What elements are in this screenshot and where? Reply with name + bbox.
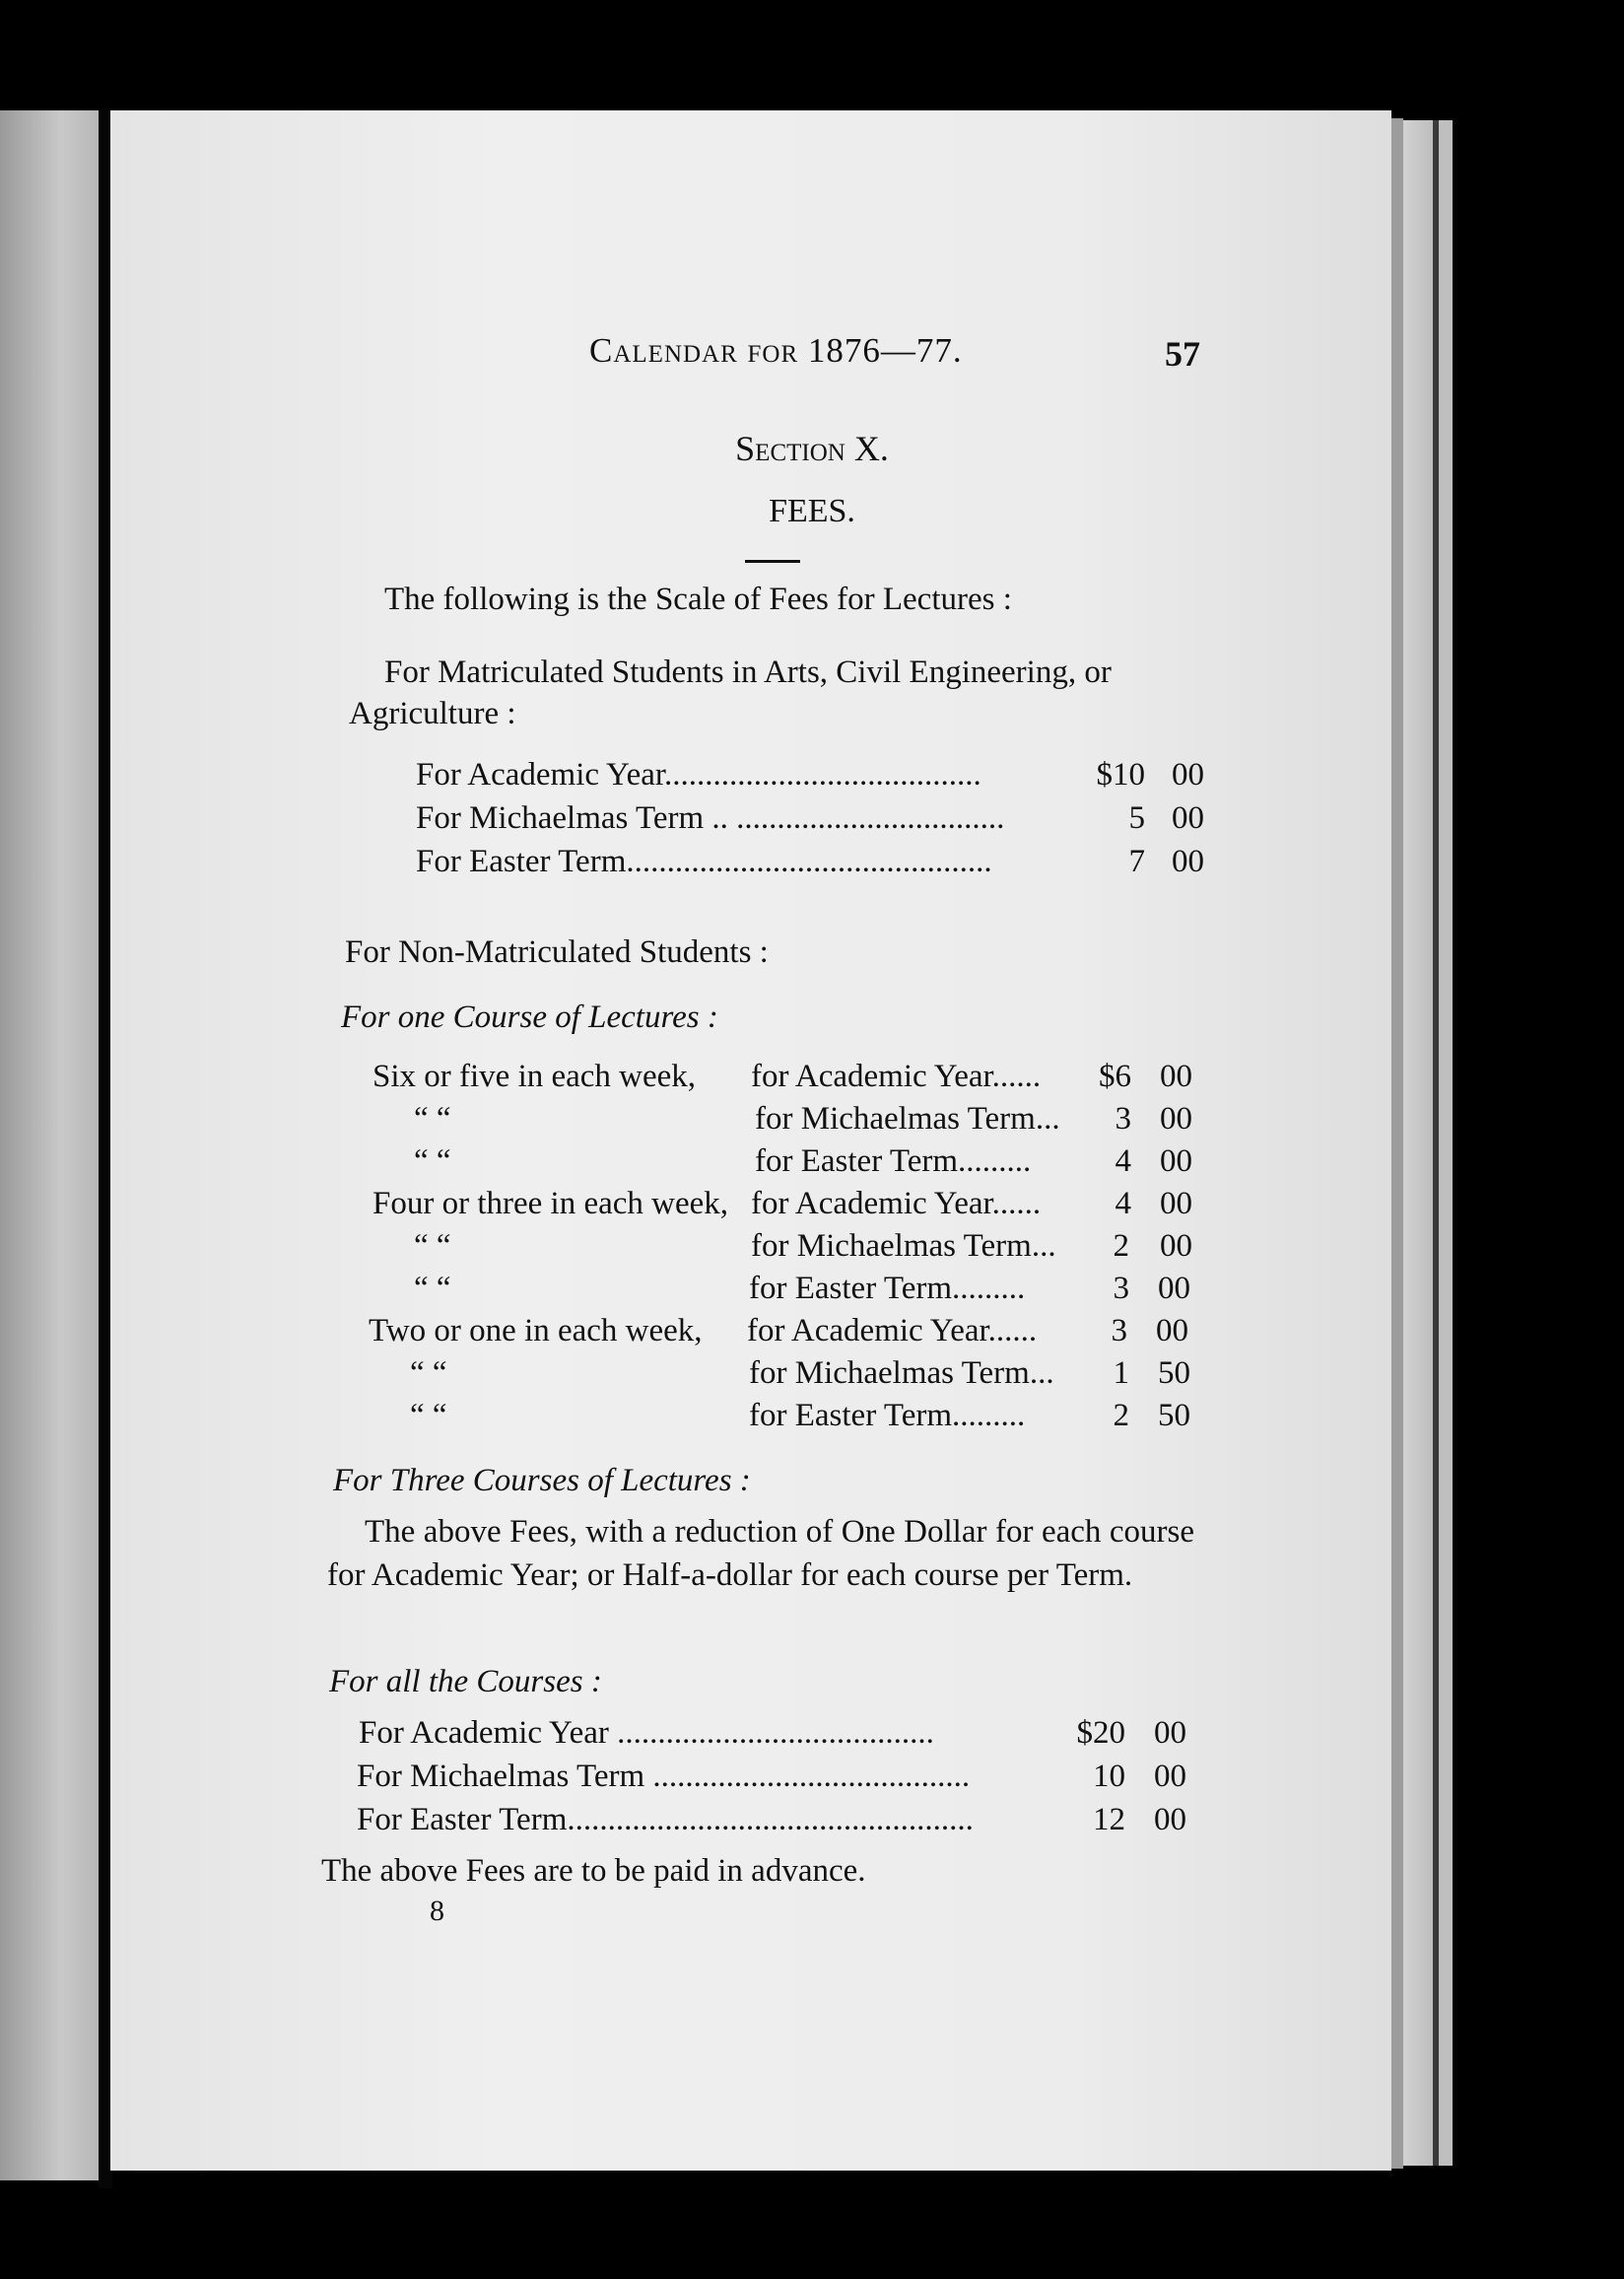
fee-cents: 00: [1160, 1186, 1192, 1221]
fee-cents: 50: [1158, 1398, 1190, 1433]
fee-dollars: $10: [1096, 757, 1145, 793]
fee-dollars: 4: [1115, 1143, 1131, 1179]
fee-dollars: 10: [1093, 1759, 1125, 1794]
intro-text: The following is the Scale of Fees for Lectures :: [384, 582, 1012, 617]
fee-term: for Easter Term.........: [749, 1271, 1026, 1306]
fee-cents: 50: [1158, 1355, 1190, 1391]
fee-dollars: 4: [1115, 1186, 1131, 1221]
fee-dollars: $20: [1076, 1715, 1125, 1751]
fee-term: for Academic Year......: [751, 1059, 1042, 1094]
page-edge: [1391, 118, 1403, 2169]
fee-dollars: 2: [1113, 1228, 1129, 1264]
fee-group: Four or three in each week,: [372, 1186, 729, 1221]
fee-term: for Michaelmas Term...: [755, 1101, 1060, 1137]
fee-cents: 00: [1172, 800, 1204, 836]
fee-group: Six or five in each week,: [372, 1059, 697, 1094]
fee-dollars: 3: [1113, 1271, 1129, 1306]
fee-label: For Academic Year .......................................: [359, 1715, 934, 1751]
fee-cents: 00: [1154, 1802, 1186, 1837]
fee-label: For Academic Year.......................................: [416, 757, 981, 793]
fee-group: “ “: [414, 1101, 451, 1137]
fee-cents: 00: [1160, 1143, 1192, 1179]
section-heading: Section X.: [735, 429, 889, 468]
facing-page-edge: [0, 110, 102, 2180]
running-header: Calendar for 1876—77.: [589, 331, 963, 370]
fee-cents: 00: [1160, 1101, 1192, 1137]
fee-group: “ “: [414, 1143, 451, 1179]
fee-cents: 00: [1172, 757, 1204, 793]
fee-cents: 00: [1154, 1715, 1186, 1751]
fee-dollars: 3: [1115, 1101, 1131, 1137]
signature-mark: 8: [430, 1895, 444, 1927]
fee-group: “ “: [410, 1398, 447, 1433]
fee-dollars: 2: [1113, 1398, 1129, 1433]
fee-group: “ “: [414, 1271, 451, 1306]
three-courses-heading: For Three Courses of Lectures :: [333, 1463, 751, 1498]
page-title: FEES.: [769, 493, 855, 529]
fee-group: Two or one in each week,: [369, 1313, 703, 1348]
fee-dollars: 7: [1128, 844, 1145, 879]
fee-cents: 00: [1172, 844, 1204, 879]
fee-dollars: 5: [1128, 800, 1145, 836]
fee-dollars: 1: [1113, 1355, 1129, 1391]
footer-note: The above Fees are to be paid in advance.: [321, 1853, 866, 1889]
fee-dollars: 12: [1093, 1802, 1125, 1837]
fee-cents: 00: [1158, 1271, 1190, 1306]
fee-term: for Academic Year......: [751, 1186, 1042, 1221]
three-courses-text: The above Fees, with a reduction of One Dollar for each course for Academic Year; or Half-a-dollar for each course per Term.: [327, 1514, 1194, 1593]
fee-term: for Michaelmas Term...: [751, 1228, 1056, 1264]
fee-cents: 00: [1154, 1759, 1186, 1794]
page-number: 57: [1165, 334, 1200, 374]
one-course-heading: For one Course of Lectures :: [341, 1000, 718, 1035]
title-rule: [745, 560, 800, 563]
fee-term: for Michaelmas Term...: [749, 1355, 1054, 1391]
fee-label: For Easter Term.............................................: [416, 844, 992, 879]
fee-label: For Michaelmas Term .. .................................: [416, 800, 1005, 836]
all-courses-heading: For all the Courses :: [329, 1664, 602, 1699]
fee-group: “ “: [414, 1228, 451, 1264]
fee-group: “ “: [410, 1355, 447, 1391]
fee-label: For Michaelmas Term .......................................: [357, 1759, 971, 1794]
matriculated-heading: For Matriculated Students in Arts, Civil Engineering, or: [384, 655, 1112, 690]
fee-term: for Easter Term.........: [755, 1143, 1032, 1179]
fee-cents: 00: [1160, 1059, 1192, 1094]
fee-dollars: 3: [1111, 1313, 1127, 1348]
non-matriculated-heading: For Non-Matriculated Students :: [345, 934, 769, 970]
matriculated-heading-cont: Agriculture :: [349, 696, 516, 731]
fee-cents: 00: [1156, 1313, 1188, 1348]
fee-term: for Easter Term.........: [749, 1398, 1026, 1433]
fee-cents: 00: [1160, 1228, 1192, 1264]
fee-label: For Easter Term..................................................: [357, 1802, 974, 1837]
fee-dollars: $6: [1099, 1059, 1131, 1094]
fee-term: for Academic Year......: [747, 1313, 1038, 1348]
